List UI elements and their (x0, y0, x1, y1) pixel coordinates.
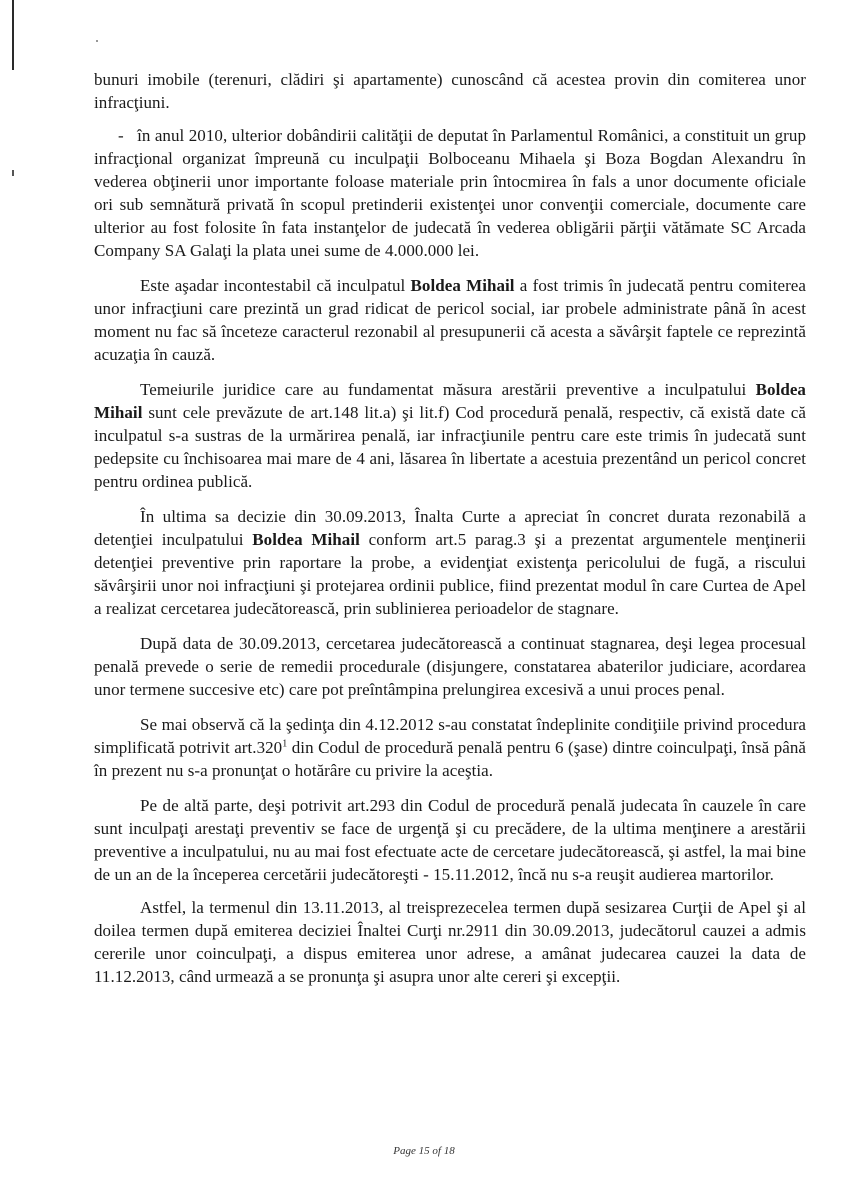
paragraph-incontestabil (94, 274, 806, 366)
defendant-name: Boldea Mihail (410, 276, 515, 295)
scan-edge-mark (12, 0, 14, 70)
bullet-dash: - (118, 126, 124, 145)
paragraph-procedura-simplificata (94, 713, 806, 782)
paragraph-text: Temeiurile juridice care au fundamentat măsura arestării preventive a inculpatului (140, 380, 756, 399)
paragraph-text: din Codul de procedură penală pentru 6 (şase) dintre coinculpaţi, însă până în prezent nu s-a pronunţat o hotărâre cu privire la aceştia. (94, 738, 806, 780)
paragraph-continuation: bunuri imobile (terenuri, clădiri şi apartamente) cunoscând că acestea provin din comiterea unor infracţiuni. (94, 70, 806, 112)
paragraph-text: conform art.5 parag.3 şi a prezentat argumentele menţinerii detenţiei preventive prin raportare la probe, a evidenţiat existenţa pericolului de fugă, a riscului săvârşirii unor noi infracţiuni şi protejarea ordinii publice, fiind prezentat modul în care Curtea de Apel a realizat cercetarea judecătorească, prin sublinierea perioadelor de stagnare. (94, 530, 806, 618)
paragraph-astfel: Astfel, la termenul din 13.11.2013, al treisprezecelea termen după sesizarea Curţii de Apel şi al doilea termen după emiterea deciziei Înaltei Curţi nr.2911 din 30.09.2013, judecătorul cauzei a admis cererile unor coinculpaţi, a dispus emiterea unor adrese, a amânat judecarea cauzei la data de 11.12.2013, când urmează a se pronunţa şi asupra unor alte cereri şi excepţii. (94, 898, 806, 986)
paragraph-text: Este aşadar incontestabil că inculpatul (140, 276, 411, 295)
scan-edge-tick (12, 170, 14, 176)
defendant-name: Boldea Mihail (252, 530, 360, 549)
paragraph-dupa-data: După data de 30.09.2013, cercetarea judecătorească a continuat stagnarea, deşi legea procesual penală prevede o serie de remedii procedurale (disjungere, constatarea abaterilor judiciare, acordarea unor termene succesive etc) care pot preîntâmpina prelungirea excesivă a unui proces penal. (94, 634, 806, 699)
paragraph-pe-de-alta-parte: Pe de altă parte, deşi potrivit art.293 din Codul de procedură penală judecata în cauzele în care sunt inculpaţi arestaţi preventiv se face de urgenţă şi cu precădere, de la ultima menţinere a arestării preventive a inculpatului, nu au mai fost efectuate acte de cercetare judecătorească, şi astfel, la mai bine de un an de la începerea cercetării judecătoreşti - 15.11.2012, încă nu s-a reuşit audierea martorilor. (94, 796, 806, 884)
paragraph-ultima-decizie (94, 505, 806, 620)
paragraph-text: În ultima sa decizie din 30.09.2013, Înalta Curte a apreciat în concret durata rezonabilă a detenţiei inculpatului (94, 507, 806, 549)
bullet-text: în anul 2010, ulterior dobândirii calităţii de deputat în Parlamentul Românici, a constituit un grup infracţional organizat împreună cu inculpaţii Bolboceanu Mihaela şi Boza Bogdan Alexandru în vederea obţinerii unor importante foloase materiale prin întocmirea în fals a unor documente oficiale ori sub semnătură privată în scopul pretinderii existenţei unor convenţii comerciale, documente care ulterior au fost folosite în fata instanţelor de judecată în vederea obligării părţii vătămate SC Arcada Company SA Galaţi la plata unei sume de 4.000.000 lei. (94, 126, 806, 260)
document-body (94, 68, 806, 988)
paragraph-text: sunt cele prevăzute de art.148 lit.a) şi lit.f) Cod procedură penală, respectiv, că există date că inculpatul s-a sustras de la urmărirea penală, iar infracţiunile pentru care este trimis în judecată sunt pedepsite cu închisoarea mai mare de 4 ani, lăsarea în libertate a acestuia prezentând un pericol concret pentru ordinea publică. (94, 403, 806, 491)
scan-speck (96, 40, 98, 42)
defendant-name: Boldea Mihail (94, 380, 806, 422)
page-footer: Page 15 of 18 (393, 1145, 455, 1157)
paragraph-temeiurile (94, 378, 806, 493)
paragraph-bullet (94, 124, 806, 262)
paragraph-text: Se mai observă că la şedinţa din 4.12.2012 s-au constatat îndeplinite condiţiile privind procedura simplificată potrivit art.320 (94, 715, 806, 757)
paragraph-text: a fost trimis în judecată pentru comiterea unor infracţiuni care prezintă un grad ridicat de pericol social, iar probele administrate până în acest moment nu fac să înceteze caracterul rezonabil al presupunerii că acesta a săvârşit faptele ce reprezintă acuzaţia în cauză. (94, 276, 806, 364)
article-superscript: 1 (282, 738, 288, 750)
